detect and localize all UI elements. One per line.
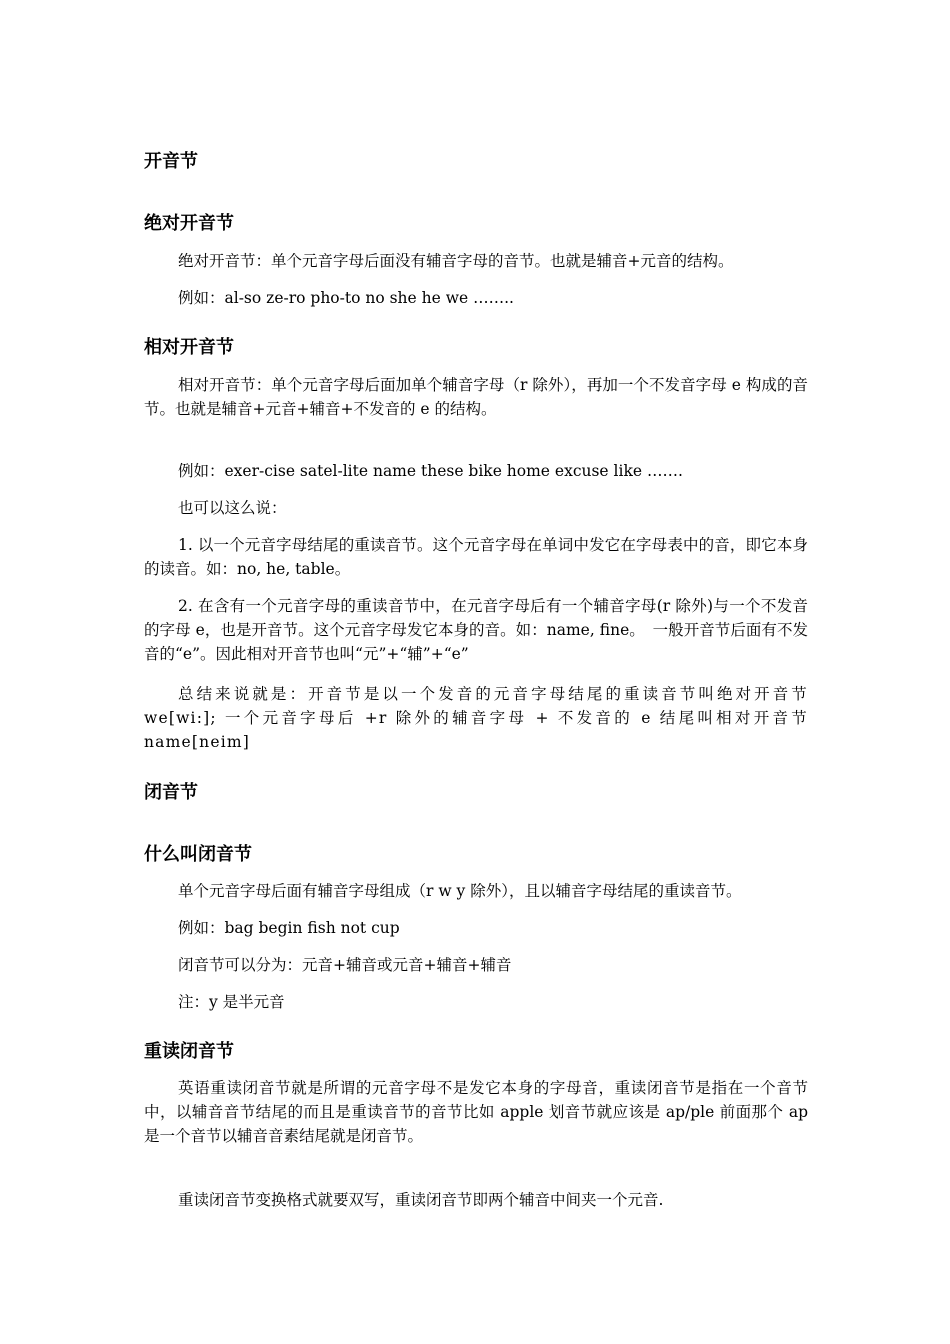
heading-absolute-open-syllable: 绝对开音节 bbox=[144, 213, 234, 234]
absolute-example: 例如：al-so ze-ro pho-to no she he we …….. bbox=[178, 289, 514, 307]
closed-definition: 单个元音字母后面有辅音字母组成（r w y 除外），且以辅音字母结尾的重读音节。 bbox=[178, 882, 742, 900]
heading-what-is-closed-syllable: 什么叫闭音节 bbox=[144, 844, 252, 865]
relative-definition: 相对开音节：单个元音字母后面加单个辅音字母（r 除外），再加一个不发音字母 e 构成的音节。也就是辅音+元音+辅音+不发音的 e 的结构。 bbox=[144, 376, 808, 418]
heading-relative-open-syllable: 相对开音节 bbox=[144, 337, 234, 358]
heading-open-syllable: 开音节 bbox=[144, 151, 198, 172]
closed-example: 例如：bag begin fish not cup bbox=[178, 919, 400, 937]
absolute-definition: 绝对开音节：单个元音字母后面没有辅音字母的音节。也就是辅音+元音的结构。 bbox=[178, 252, 734, 270]
stressed-definition: 英语重读闭音节就是所谓的元音字母不是发它本身的字母音，重读闭音节是指在一个音节中，以辅音音节结尾的而且是重读音节的音节比如 apple 划音节就应该是 ap/ple 前面那个 ap 是一个音节以辅音音素结尾就是闭音节。 bbox=[144, 1079, 808, 1145]
closed-split: 闭音节可以分为：元音+辅音或元音+辅音+辅音 bbox=[178, 956, 512, 974]
relative-example: 例如：exer-cise satel-lite name these bike home excuse like ……. bbox=[178, 462, 683, 480]
heading-closed-syllable: 闭音节 bbox=[144, 782, 198, 803]
note-text: 注：y 是半元音 bbox=[178, 993, 285, 1011]
point-one: 1. 以一个元音字母结尾的重读音节。这个元音字母在单词中发它在字母表中的音，即它本身的读音。如：no, he, table。 bbox=[144, 536, 808, 578]
point-two: 2. 在含有一个元音字母的重读音节中，在元音字母后有一个辅音字母(r 除外)与一个不发音的字母 e，也是开音节。这个元音字母发它本身的音。如：name, fine。 一般开音节后面有不发音的“e”。因此相对开音节也叫“元”+“辅”+“e” bbox=[144, 597, 808, 663]
summary-paragraph: 总结来说就是：开音节是以一个发音的元音字母结尾的重读音节叫绝对开音节 we[wi:]; 一个元音字母后 +r 除外的辅音字母 + 不发音的 e 结尾叫相对开音节 name[neim] bbox=[144, 685, 808, 751]
heading-stressed-closed-syllable: 重读闭音节 bbox=[144, 1041, 234, 1062]
also-say-text: 也可以这么说： bbox=[178, 499, 287, 517]
stressed-rule: 重读闭音节变换格式就要双写，重读闭音节即两个辅音中间夹一个元音. bbox=[178, 1191, 664, 1209]
